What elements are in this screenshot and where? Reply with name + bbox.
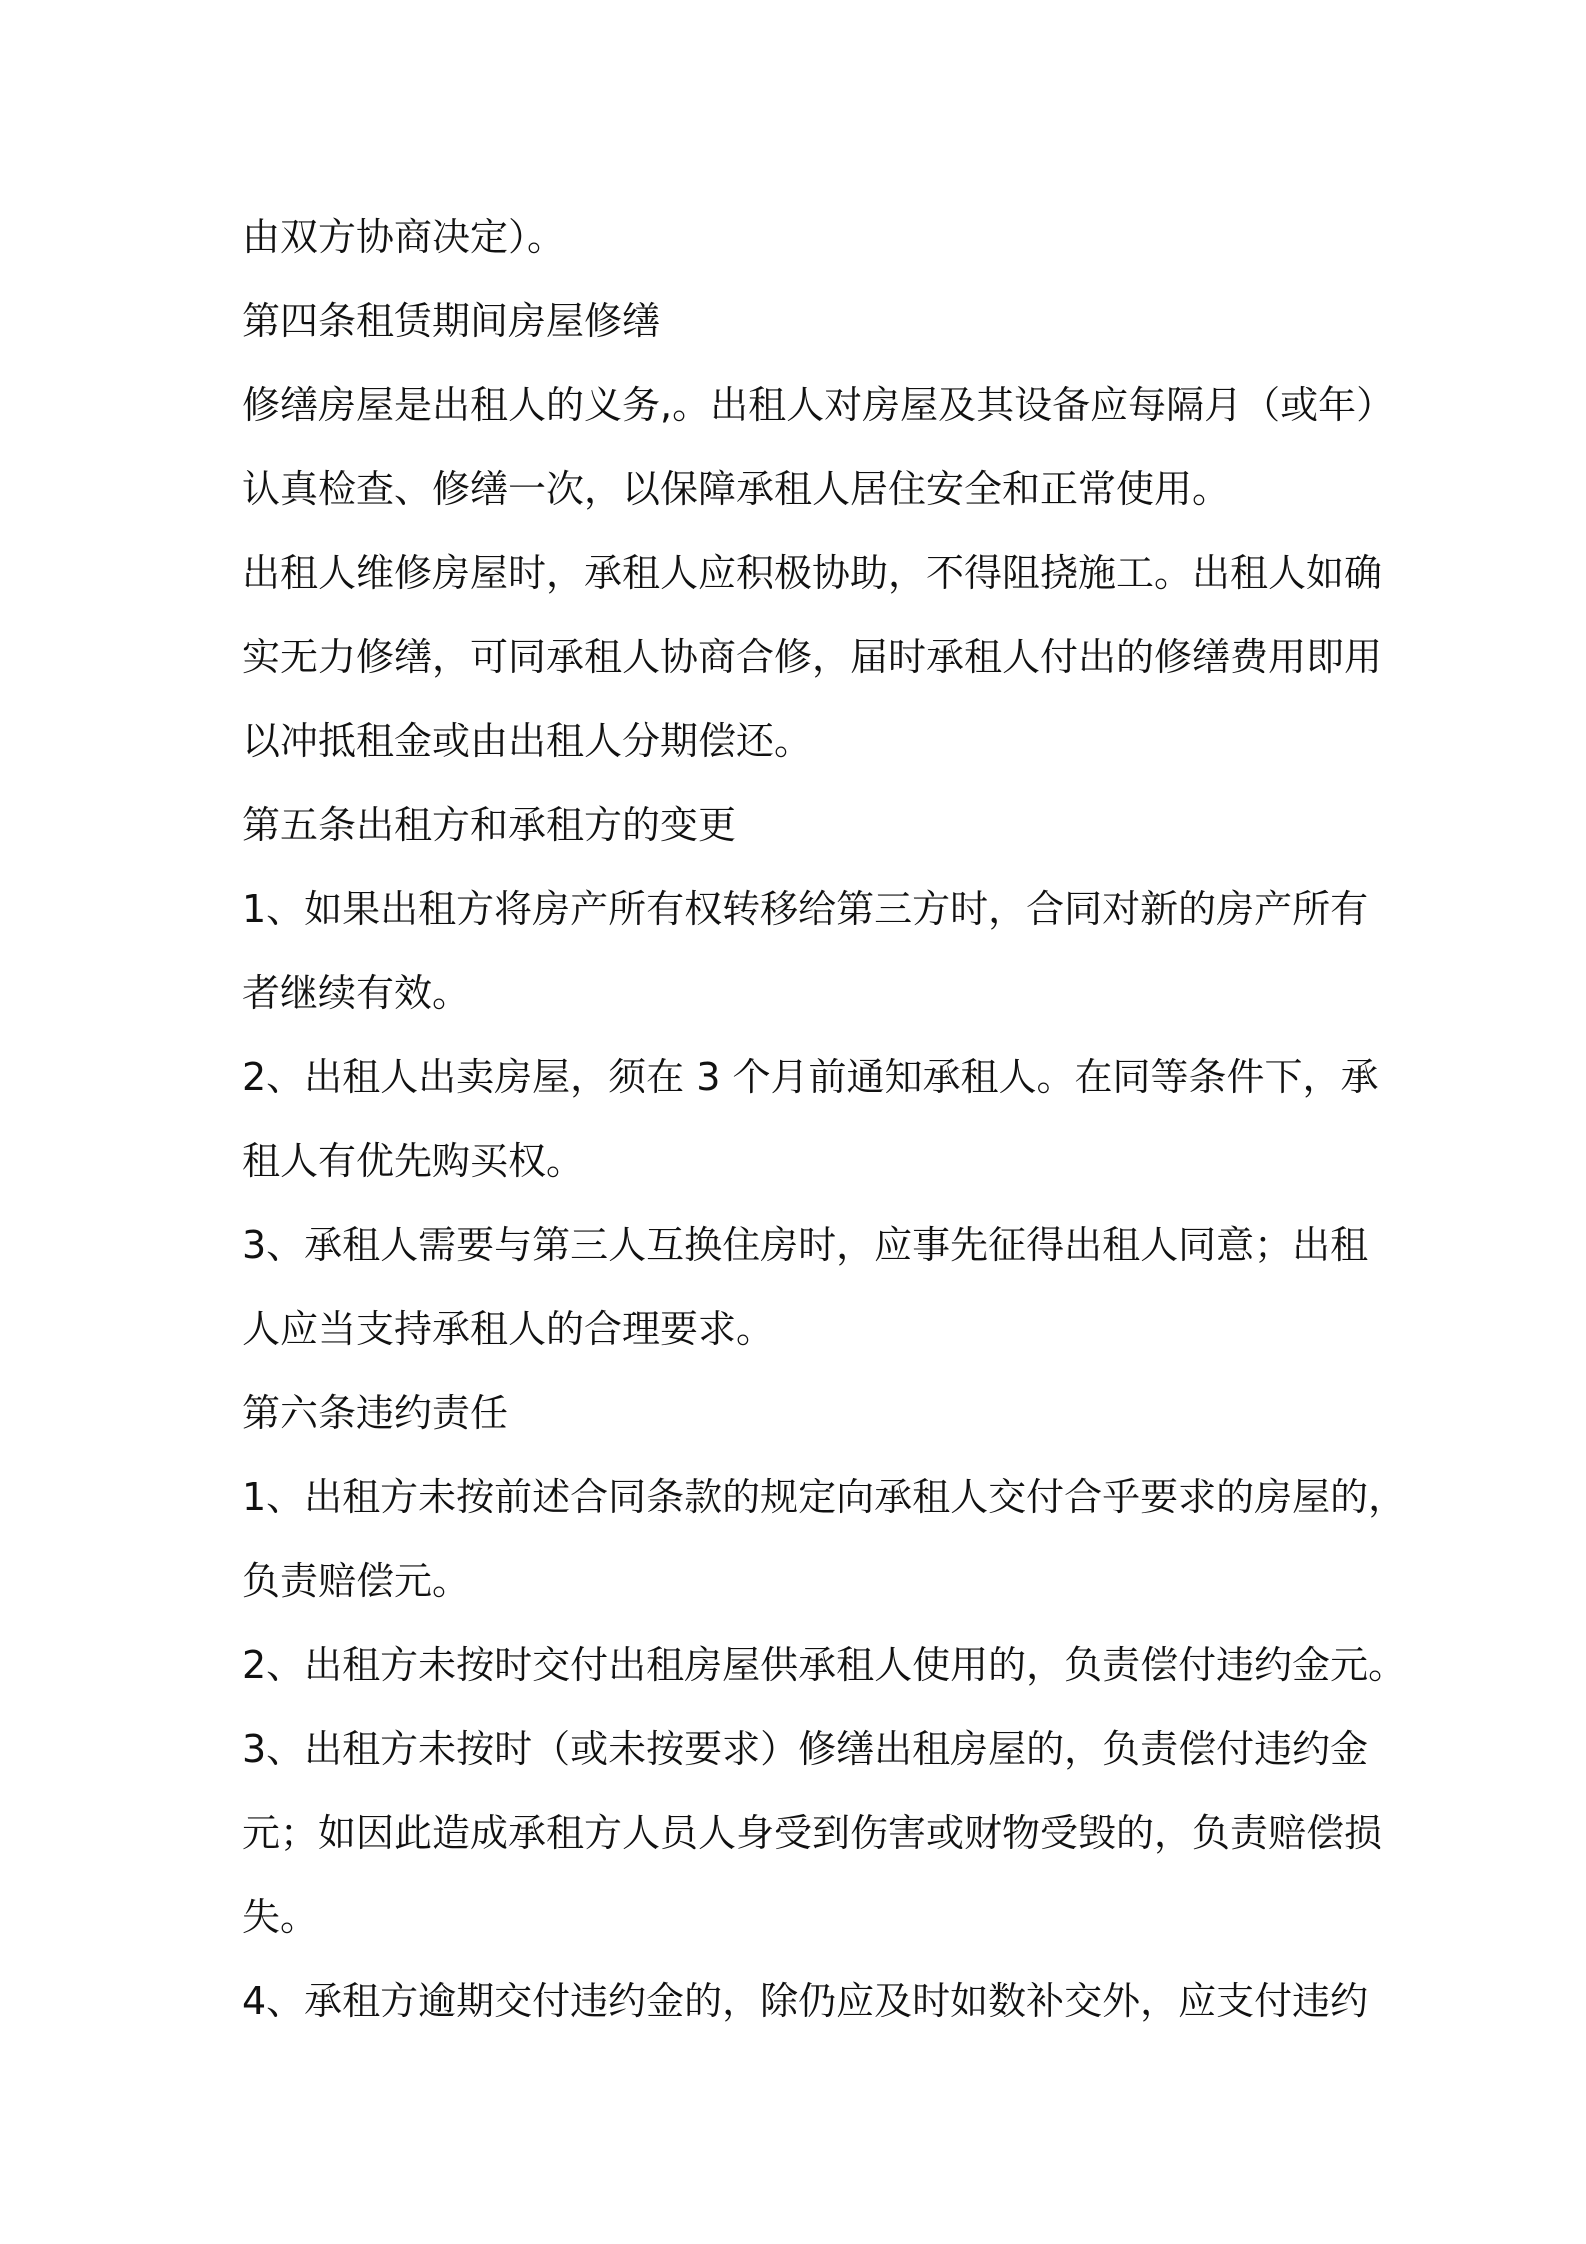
text-line: 1、如果出租方将房产所有权转移给第三方时，合同对新的房产所有 [242, 887, 1369, 931]
text-line: 2、出租人出卖房屋，须在 3 个月前通知承租人。在同等条件下，承 [242, 1055, 1379, 1099]
text-line: 以冲抵租金或由出租人分期偿还。 [242, 719, 813, 763]
text-line: 失。 [242, 1895, 319, 1939]
text-line: 1、出租方未按前述合同条款的规定向承租人交付合乎要求的房屋的， [242, 1475, 1407, 1519]
text-line: 负责赔偿元。 [242, 1559, 471, 1603]
text-line: 实无力修缮，可同承租人协商合修，届时承租人付出的修缮费用即用 [242, 635, 1383, 679]
section-heading-article-5: 第五条出租方和承租方的变更 [242, 803, 737, 847]
text-line: 3、出租方未按时（或未按要求）修缮出租房屋的，负责偿付违约金 [242, 1727, 1369, 1771]
text-line: 4、承租方逾期交付违约金的，除仍应及时如数补交外，应支付违约 [242, 1979, 1369, 2023]
text-line: 出租人维修房屋时，承租人应积极协助，不得阻挠施工。出租人如确 [242, 551, 1383, 595]
section-heading-article-6: 第六条违约责任 [242, 1391, 509, 1435]
text-line: 人应当支持承租人的合理要求。 [242, 1307, 775, 1351]
text-line: 认真检查、修缮一次，以保障承租人居住安全和正常使用。 [242, 467, 1231, 511]
text-line: 元；如因此造成承租方人员人身受到伤害或财物受毁的，负责赔偿损 [242, 1811, 1383, 1855]
document-body [242, 195, 1407, 2043]
text-line: 租人有优先购买权。 [242, 1139, 585, 1183]
text-line: 2、出租方未按时交付出租房屋供承租人使用的，负责偿付违约金元。 [242, 1643, 1407, 1687]
section-heading-article-4: 第四条租赁期间房屋修缮 [242, 299, 661, 343]
text-line: 修缮房屋是出租人的义务,。出租人对房屋及其设备应每隔月（或年） [242, 383, 1395, 427]
text-line: 者继续有效。 [242, 971, 471, 1015]
text-line: 由双方协商决定）。 [242, 215, 566, 259]
text-line: 3、承租人需要与第三人互换住房时，应事先征得出租人同意；出租 [242, 1223, 1369, 1267]
